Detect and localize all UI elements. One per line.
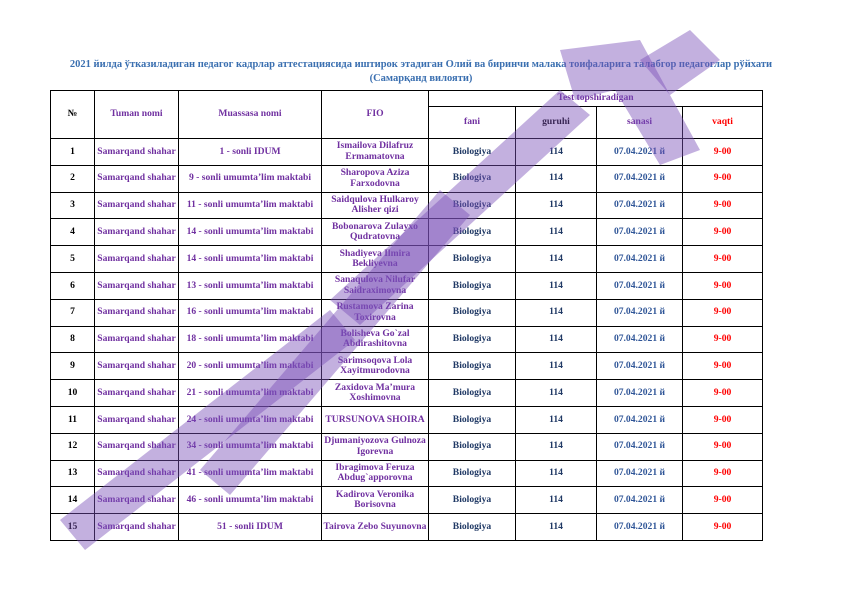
table-row <box>51 460 763 487</box>
cell-tuman: Samarqand shahar <box>95 192 179 219</box>
cell-tuman: Samarqand shahar <box>95 165 179 192</box>
cell-sanasi: 07.04.2021 й <box>597 299 683 326</box>
cell-fani: Biologiya <box>429 165 516 192</box>
cell-guruhi: 114 <box>516 380 597 407</box>
cell-muassasa: 16 - sonli umumta’lim maktabi <box>179 299 322 326</box>
cell-muassasa: 14 - sonli umumta’lim maktabi <box>179 246 322 273</box>
cell-fio: Tairova Zebo Suyunovna <box>322 514 429 541</box>
cell-fio: Ibragimova Feruza Abdug`apporovna <box>322 460 429 487</box>
cell-guruhi: 114 <box>516 353 597 380</box>
cell-fio: Djumaniyozova Gulnoza Igorevna <box>322 433 429 460</box>
cell-muassasa: 34 - sonli umumta’lim maktabi <box>179 433 322 460</box>
header-fani: fani <box>429 107 516 139</box>
cell-fio: TURSUNOVA SHOIRA <box>322 406 429 433</box>
cell-muassasa: 11 - sonli umumta’lim maktabi <box>179 192 322 219</box>
cell-tuman: Samarqand shahar <box>95 406 179 433</box>
cell-guruhi: 114 <box>516 139 597 166</box>
cell-no: 14 <box>51 487 95 514</box>
cell-fio: Zaxidova Ma’mura Xoshimovna <box>322 380 429 407</box>
cell-no: 9 <box>51 353 95 380</box>
table-row <box>51 165 763 192</box>
cell-fani: Biologiya <box>429 192 516 219</box>
table-row <box>51 406 763 433</box>
cell-sanasi: 07.04.2021 й <box>597 353 683 380</box>
cell-muassasa: 21 - sonli umumta’lim maktabi <box>179 380 322 407</box>
table-row <box>51 433 763 460</box>
cell-vaqti: 9-00 <box>683 460 763 487</box>
cell-sanasi: 07.04.2021 й <box>597 460 683 487</box>
cell-tuman: Samarqand shahar <box>95 380 179 407</box>
cell-fio: Saidqulova Hulkaroy Alisher qizi <box>322 192 429 219</box>
table-row <box>51 299 763 326</box>
cell-fani: Biologiya <box>429 460 516 487</box>
cell-muassasa: 14 - sonli umumta’lim maktabi <box>179 219 322 246</box>
cell-tuman: Samarqand shahar <box>95 487 179 514</box>
cell-vaqti: 9-00 <box>683 165 763 192</box>
cell-sanasi: 07.04.2021 й <box>597 326 683 353</box>
cell-sanasi: 07.04.2021 й <box>597 219 683 246</box>
cell-fani: Biologiya <box>429 380 516 407</box>
cell-vaqti: 9-00 <box>683 433 763 460</box>
cell-fio: Kadirova Veronika Borisovna <box>322 487 429 514</box>
cell-muassasa: 41 - sonli umumta’lim maktabi <box>179 460 322 487</box>
cell-tuman: Samarqand shahar <box>95 326 179 353</box>
cell-guruhi: 114 <box>516 460 597 487</box>
cell-muassasa: 24 - sonli umumta’lim maktabi <box>179 406 322 433</box>
cell-no: 11 <box>51 406 95 433</box>
cell-fani: Biologiya <box>429 487 516 514</box>
cell-vaqti: 9-00 <box>683 272 763 299</box>
table-row <box>51 326 763 353</box>
cell-sanasi: 07.04.2021 й <box>597 165 683 192</box>
document-title: 2021 йилда ўтказиладиган педагог кадрлар аттестациясида иштирок этадиган Олий ва биринчи малака тоифаларига талабгор педагоглар рўйхати (Самарқанд вилояти) <box>69 59 773 84</box>
cell-muassasa: 9 - sonli umumta’lim maktabi <box>179 165 322 192</box>
table-row <box>51 514 763 541</box>
cell-muassasa: 13 - sonli umumta’lim maktabi <box>179 272 322 299</box>
cell-fio: Sanaqulova Nilufar Saidraximovna <box>322 272 429 299</box>
cell-vaqti: 9-00 <box>683 514 763 541</box>
cell-guruhi: 114 <box>516 406 597 433</box>
header-no: № <box>51 91 95 139</box>
cell-muassasa: 1 - sonli IDUM <box>179 139 322 166</box>
table-row <box>51 380 763 407</box>
cell-sanasi: 07.04.2021 й <box>597 380 683 407</box>
cell-fani: Biologiya <box>429 353 516 380</box>
cell-vaqti: 9-00 <box>683 406 763 433</box>
cell-sanasi: 07.04.2021 й <box>597 487 683 514</box>
cell-fio: Sarimsoqova Lola Xayitmurodovna <box>322 353 429 380</box>
cell-sanasi: 07.04.2021 й <box>597 272 683 299</box>
cell-muassasa: 18 - sonli umumta’lim maktabi <box>179 326 322 353</box>
cell-tuman: Samarqand shahar <box>95 353 179 380</box>
cell-sanasi: 07.04.2021 й <box>597 192 683 219</box>
cell-no: 10 <box>51 380 95 407</box>
header-sanasi: sanasi <box>597 107 683 139</box>
header-test-group: Test topshiradigan <box>429 91 763 107</box>
cell-no: 13 <box>51 460 95 487</box>
cell-guruhi: 114 <box>516 433 597 460</box>
cell-guruhi: 114 <box>516 299 597 326</box>
cell-fani: Biologiya <box>429 139 516 166</box>
header-muassasa: Muassasa nomi <box>179 91 322 139</box>
table-row <box>51 219 763 246</box>
table-row <box>51 272 763 299</box>
cell-tuman: Samarqand shahar <box>95 299 179 326</box>
header-guruhi: guruhi <box>516 107 597 139</box>
cell-no: 12 <box>51 433 95 460</box>
cell-guruhi: 114 <box>516 192 597 219</box>
cell-fani: Biologiya <box>429 514 516 541</box>
cell-muassasa: 51 - sonli IDUM <box>179 514 322 541</box>
cell-guruhi: 114 <box>516 326 597 353</box>
cell-vaqti: 9-00 <box>683 299 763 326</box>
table-row <box>51 487 763 514</box>
cell-tuman: Samarqand shahar <box>95 460 179 487</box>
cell-sanasi: 07.04.2021 й <box>597 514 683 541</box>
cell-vaqti: 9-00 <box>683 487 763 514</box>
cell-muassasa: 20 - sonli umumta’lim maktabi <box>179 353 322 380</box>
cell-fio: Rustamova Zarina Toxirovna <box>322 299 429 326</box>
cell-no: 4 <box>51 219 95 246</box>
cell-fani: Biologiya <box>429 406 516 433</box>
cell-guruhi: 114 <box>516 165 597 192</box>
cell-fani: Biologiya <box>429 246 516 273</box>
cell-vaqti: 9-00 <box>683 326 763 353</box>
cell-guruhi: 114 <box>516 272 597 299</box>
cell-guruhi: 114 <box>516 514 597 541</box>
cell-no: 8 <box>51 326 95 353</box>
cell-tuman: Samarqand shahar <box>95 139 179 166</box>
cell-sanasi: 07.04.2021 й <box>597 433 683 460</box>
cell-vaqti: 9-00 <box>683 192 763 219</box>
cell-vaqti: 9-00 <box>683 139 763 166</box>
cell-fio: Ismailova Dilafruz Ermamatovna <box>322 139 429 166</box>
cell-no: 15 <box>51 514 95 541</box>
attestation-table <box>50 90 763 541</box>
cell-guruhi: 114 <box>516 487 597 514</box>
table-row <box>51 192 763 219</box>
cell-tuman: Samarqand shahar <box>95 219 179 246</box>
table-body <box>51 139 763 541</box>
cell-no: 5 <box>51 246 95 273</box>
cell-fani: Biologiya <box>429 219 516 246</box>
header-tuman: Tuman nomi <box>95 91 179 139</box>
cell-no: 7 <box>51 299 95 326</box>
cell-fani: Biologiya <box>429 433 516 460</box>
cell-fani: Biologiya <box>429 299 516 326</box>
cell-vaqti: 9-00 <box>683 380 763 407</box>
cell-guruhi: 114 <box>516 246 597 273</box>
cell-no: 6 <box>51 272 95 299</box>
cell-fio: Shadiyeva Ilmira Bekliyevna <box>322 246 429 273</box>
cell-tuman: Samarqand shahar <box>95 514 179 541</box>
cell-vaqti: 9-00 <box>683 353 763 380</box>
cell-sanasi: 07.04.2021 й <box>597 139 683 166</box>
cell-tuman: Samarqand shahar <box>95 272 179 299</box>
cell-vaqti: 9-00 <box>683 219 763 246</box>
cell-sanasi: 07.04.2021 й <box>597 406 683 433</box>
cell-fio: Sharopova Aziza Farxodovna <box>322 165 429 192</box>
cell-tuman: Samarqand shahar <box>95 246 179 273</box>
table-row <box>51 353 763 380</box>
header-fio: FIO <box>322 91 429 139</box>
cell-fani: Biologiya <box>429 272 516 299</box>
cell-fio: Bobonarova Zulayxo Qudratovna <box>322 219 429 246</box>
cell-sanasi: 07.04.2021 й <box>597 246 683 273</box>
header-vaqti: vaqti <box>683 107 763 139</box>
cell-vaqti: 9-00 <box>683 246 763 273</box>
cell-fani: Biologiya <box>429 326 516 353</box>
cell-muassasa: 46 - sonli umumta’lim maktabi <box>179 487 322 514</box>
cell-no: 1 <box>51 139 95 166</box>
cell-no: 2 <box>51 165 95 192</box>
cell-tuman: Samarqand shahar <box>95 433 179 460</box>
cell-guruhi: 114 <box>516 219 597 246</box>
table-row <box>51 139 763 166</box>
table-row <box>51 246 763 273</box>
cell-fio: Bolisheva Go`zal Abdirashitovna <box>322 326 429 353</box>
cell-no: 3 <box>51 192 95 219</box>
